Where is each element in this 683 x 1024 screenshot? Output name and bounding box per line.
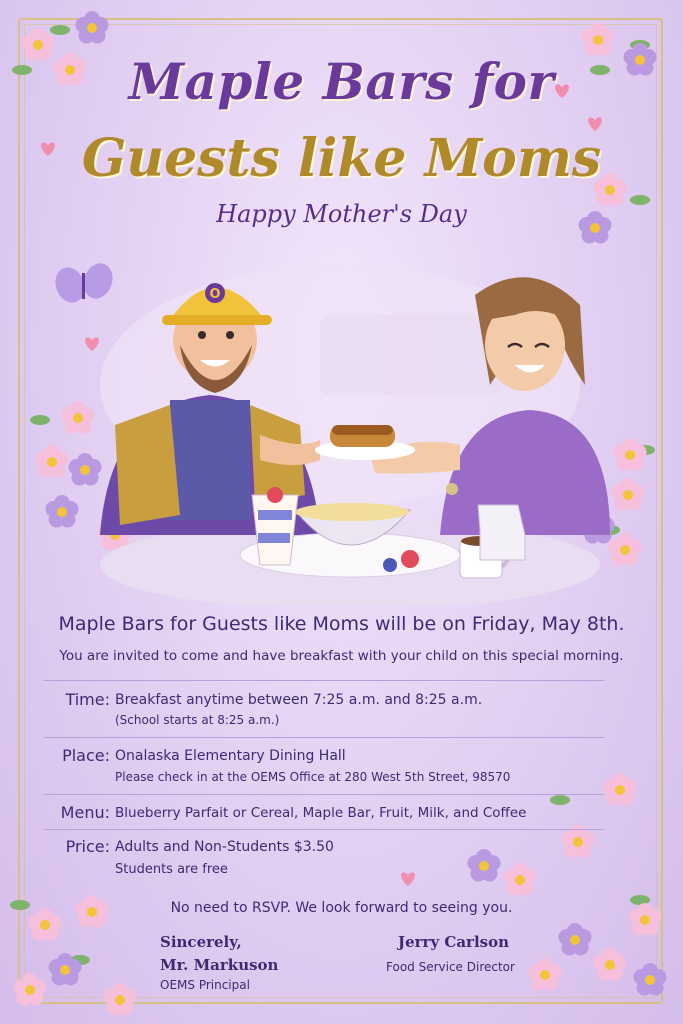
- time-value: Breakfast anytime between 7:25 a.m. and 8:25 a.m.: [115, 692, 483, 708]
- divider: [44, 829, 604, 830]
- place-value: Onalaska Elementary Dining Hall: [115, 748, 346, 764]
- breakfast-illustration: [20, 235, 663, 605]
- divider: [44, 737, 604, 738]
- signature-closing: Sincerely,: [160, 933, 242, 951]
- title-line-1: Maple Bars for: [128, 52, 555, 111]
- menu-label: Menu:: [60, 803, 110, 822]
- price-value: Adults and Non-Students $3.50: [115, 839, 334, 855]
- title-line-2: Guests like Moms: [81, 128, 602, 189]
- subtitle: Happy Mother's Day: [216, 200, 467, 228]
- time-label: Time:: [65, 690, 110, 709]
- divider: [44, 794, 604, 795]
- divider: [44, 680, 604, 681]
- place-label: Place:: [62, 746, 110, 765]
- time-note: (School starts at 8:25 a.m.): [115, 713, 280, 727]
- signature-name-left: Mr. Markuson: [160, 956, 279, 974]
- helmet-letter: O: [209, 287, 221, 302]
- butterfly-icon: [51, 259, 118, 306]
- signature-role-right: Food Service Director: [386, 960, 515, 974]
- price-label: Price:: [65, 837, 110, 856]
- menu-value: Blueberry Parfait or Cereal, Maple Bar, Fruit, Milk, and Coffee: [115, 805, 527, 821]
- place-note: Please check in at the OEMS Office at 280 West 5th Street, 98570: [115, 770, 511, 784]
- signature-role-left: OEMS Principal: [160, 978, 250, 992]
- rsvp-text: No need to RSVP. We look forward to seeing you.: [170, 900, 513, 916]
- signature-name-right: Jerry Carlson: [398, 933, 509, 951]
- event-headline: Maple Bars for Guests like Moms will be on Friday, May 8th.: [58, 613, 625, 635]
- invite-text: You are invited to come and have breakfast with your child on this special morning.: [59, 648, 624, 664]
- price-note: Students are free: [115, 862, 228, 877]
